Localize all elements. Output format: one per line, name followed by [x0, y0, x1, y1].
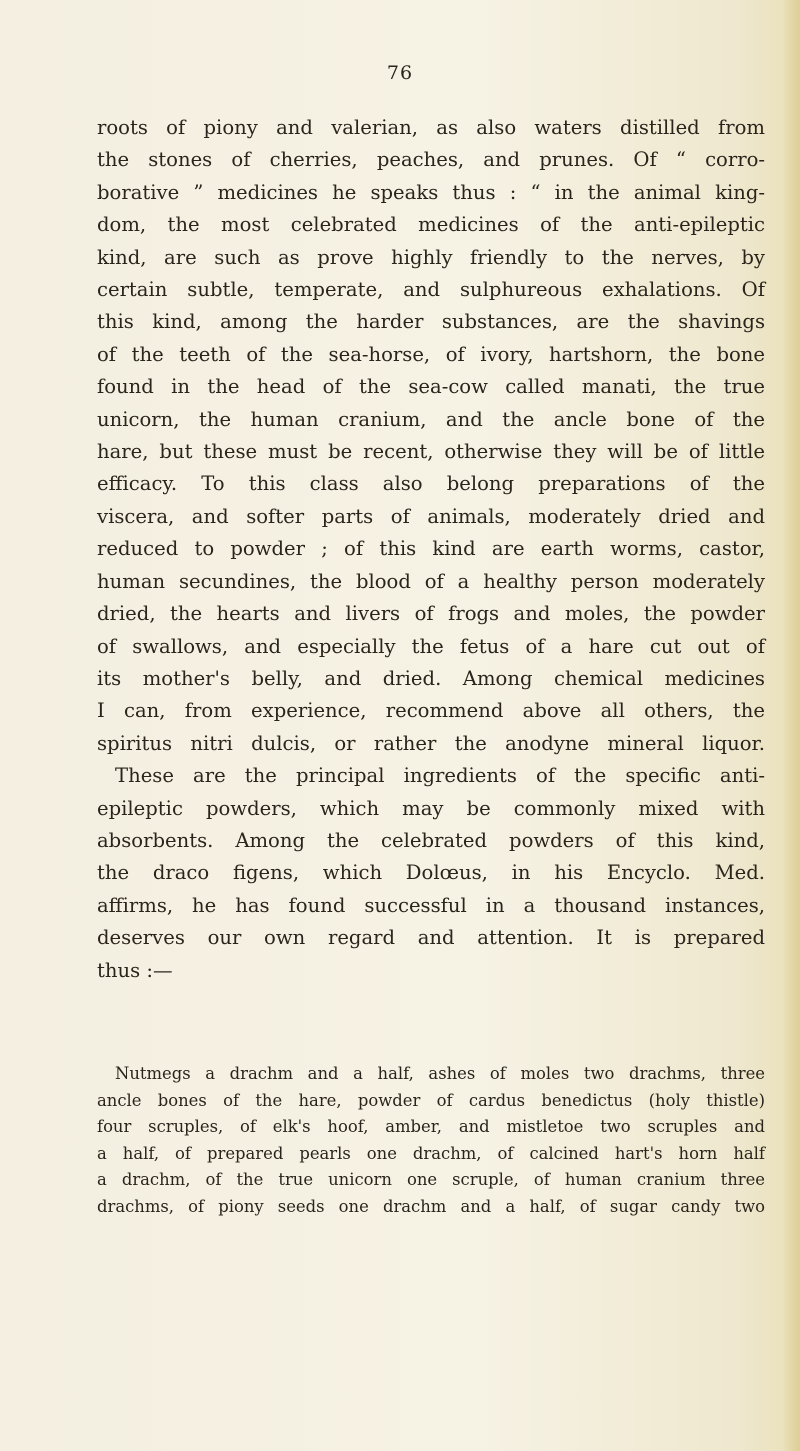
text-line: its mother's belly, and dried. Among chemical medicines	[97, 666, 765, 690]
text-line: of swallows, and especially the fetus of a hare cut out of	[97, 634, 765, 658]
text-line: thus :—	[97, 958, 173, 982]
text-line: found in the head of the sea-cow called manati, the true	[97, 375, 765, 399]
text-line: certain subtle, temperate, and sulphureous exhalations. Of	[97, 278, 765, 302]
main-text	[97, 112, 765, 987]
text-line: the draco figens, which Dolœus, in his Encyclo. Med.	[97, 861, 765, 885]
text-line: absorbents. Among the celebrated powders of this kind,	[97, 828, 765, 852]
text-line: this kind, among the harder substances, are the shavings	[97, 310, 765, 334]
text-line: efficacy. To this class also belong preparations of the	[97, 472, 765, 496]
text-line: deserves our own regard and attention. It is prepared	[97, 926, 765, 950]
recipe-line: a drachm, of the true unicorn one scruple, of human cranium three	[97, 1170, 765, 1190]
text-line: the stones of cherries, peaches, and prunes. Of “ corro-	[97, 148, 765, 172]
recipe-line: a half, of prepared pearls one drachm, of calcined hart's horn half	[97, 1143, 765, 1163]
text-line: affirms, he has found successful in a thousand instances,	[97, 893, 765, 917]
text-line: epileptic powders, which may be commonly mixed with	[97, 796, 765, 820]
text-line: hare, but these must be recent, otherwise they will be of little	[97, 440, 765, 464]
text-line: spiritus nitri dulcis, or rather the anodyne mineral liquor.	[97, 731, 765, 755]
page-number: 76	[386, 62, 414, 84]
recipe-line: drachms, of piony seeds one drachm and a half, of sugar candy two	[97, 1196, 765, 1216]
text-line: dom, the most celebrated medicines of the anti-epileptic	[97, 213, 765, 237]
text-line: roots of piony and valerian, as also waters distilled from	[97, 116, 765, 139]
text-line: viscera, and softer parts of animals, moderately dried and	[97, 504, 765, 528]
text-line: human secundines, the blood of a healthy person moderately	[97, 569, 765, 593]
recipe-line: Nutmegs a drachm and a half, ashes of moles two drachms, three	[115, 1064, 765, 1083]
text-line: reduced to powder ; of this kind are earth worms, castor,	[97, 537, 765, 561]
text-line: of the teeth of the sea-horse, of ivory, hartshorn, the bone	[97, 342, 765, 366]
page-edge-shadow	[782, 0, 800, 1451]
text-line: dried, the hearts and livers of frogs and moles, the powder	[97, 602, 765, 626]
text-line: kind, are such as prove highly friendly to the nerves, by	[97, 245, 765, 269]
text-line: I can, from experience, recommend above all others, the	[97, 699, 765, 723]
text-line: unicorn, the human cranium, and the ancle bone of the	[97, 407, 765, 431]
recipe-text	[97, 1061, 765, 1221]
text-line: borative ” medicines he speaks thus : “ in the animal king-	[97, 180, 765, 204]
recipe-line: ancle bones of the hare, powder of cardus benedictus (holy thistle)	[97, 1090, 765, 1110]
recipe-line: four scruples, of elk's hoof, amber, and mistletoe two scruples and	[97, 1117, 765, 1137]
text-line: These are the principal ingredients of the specific anti-	[115, 764, 765, 788]
